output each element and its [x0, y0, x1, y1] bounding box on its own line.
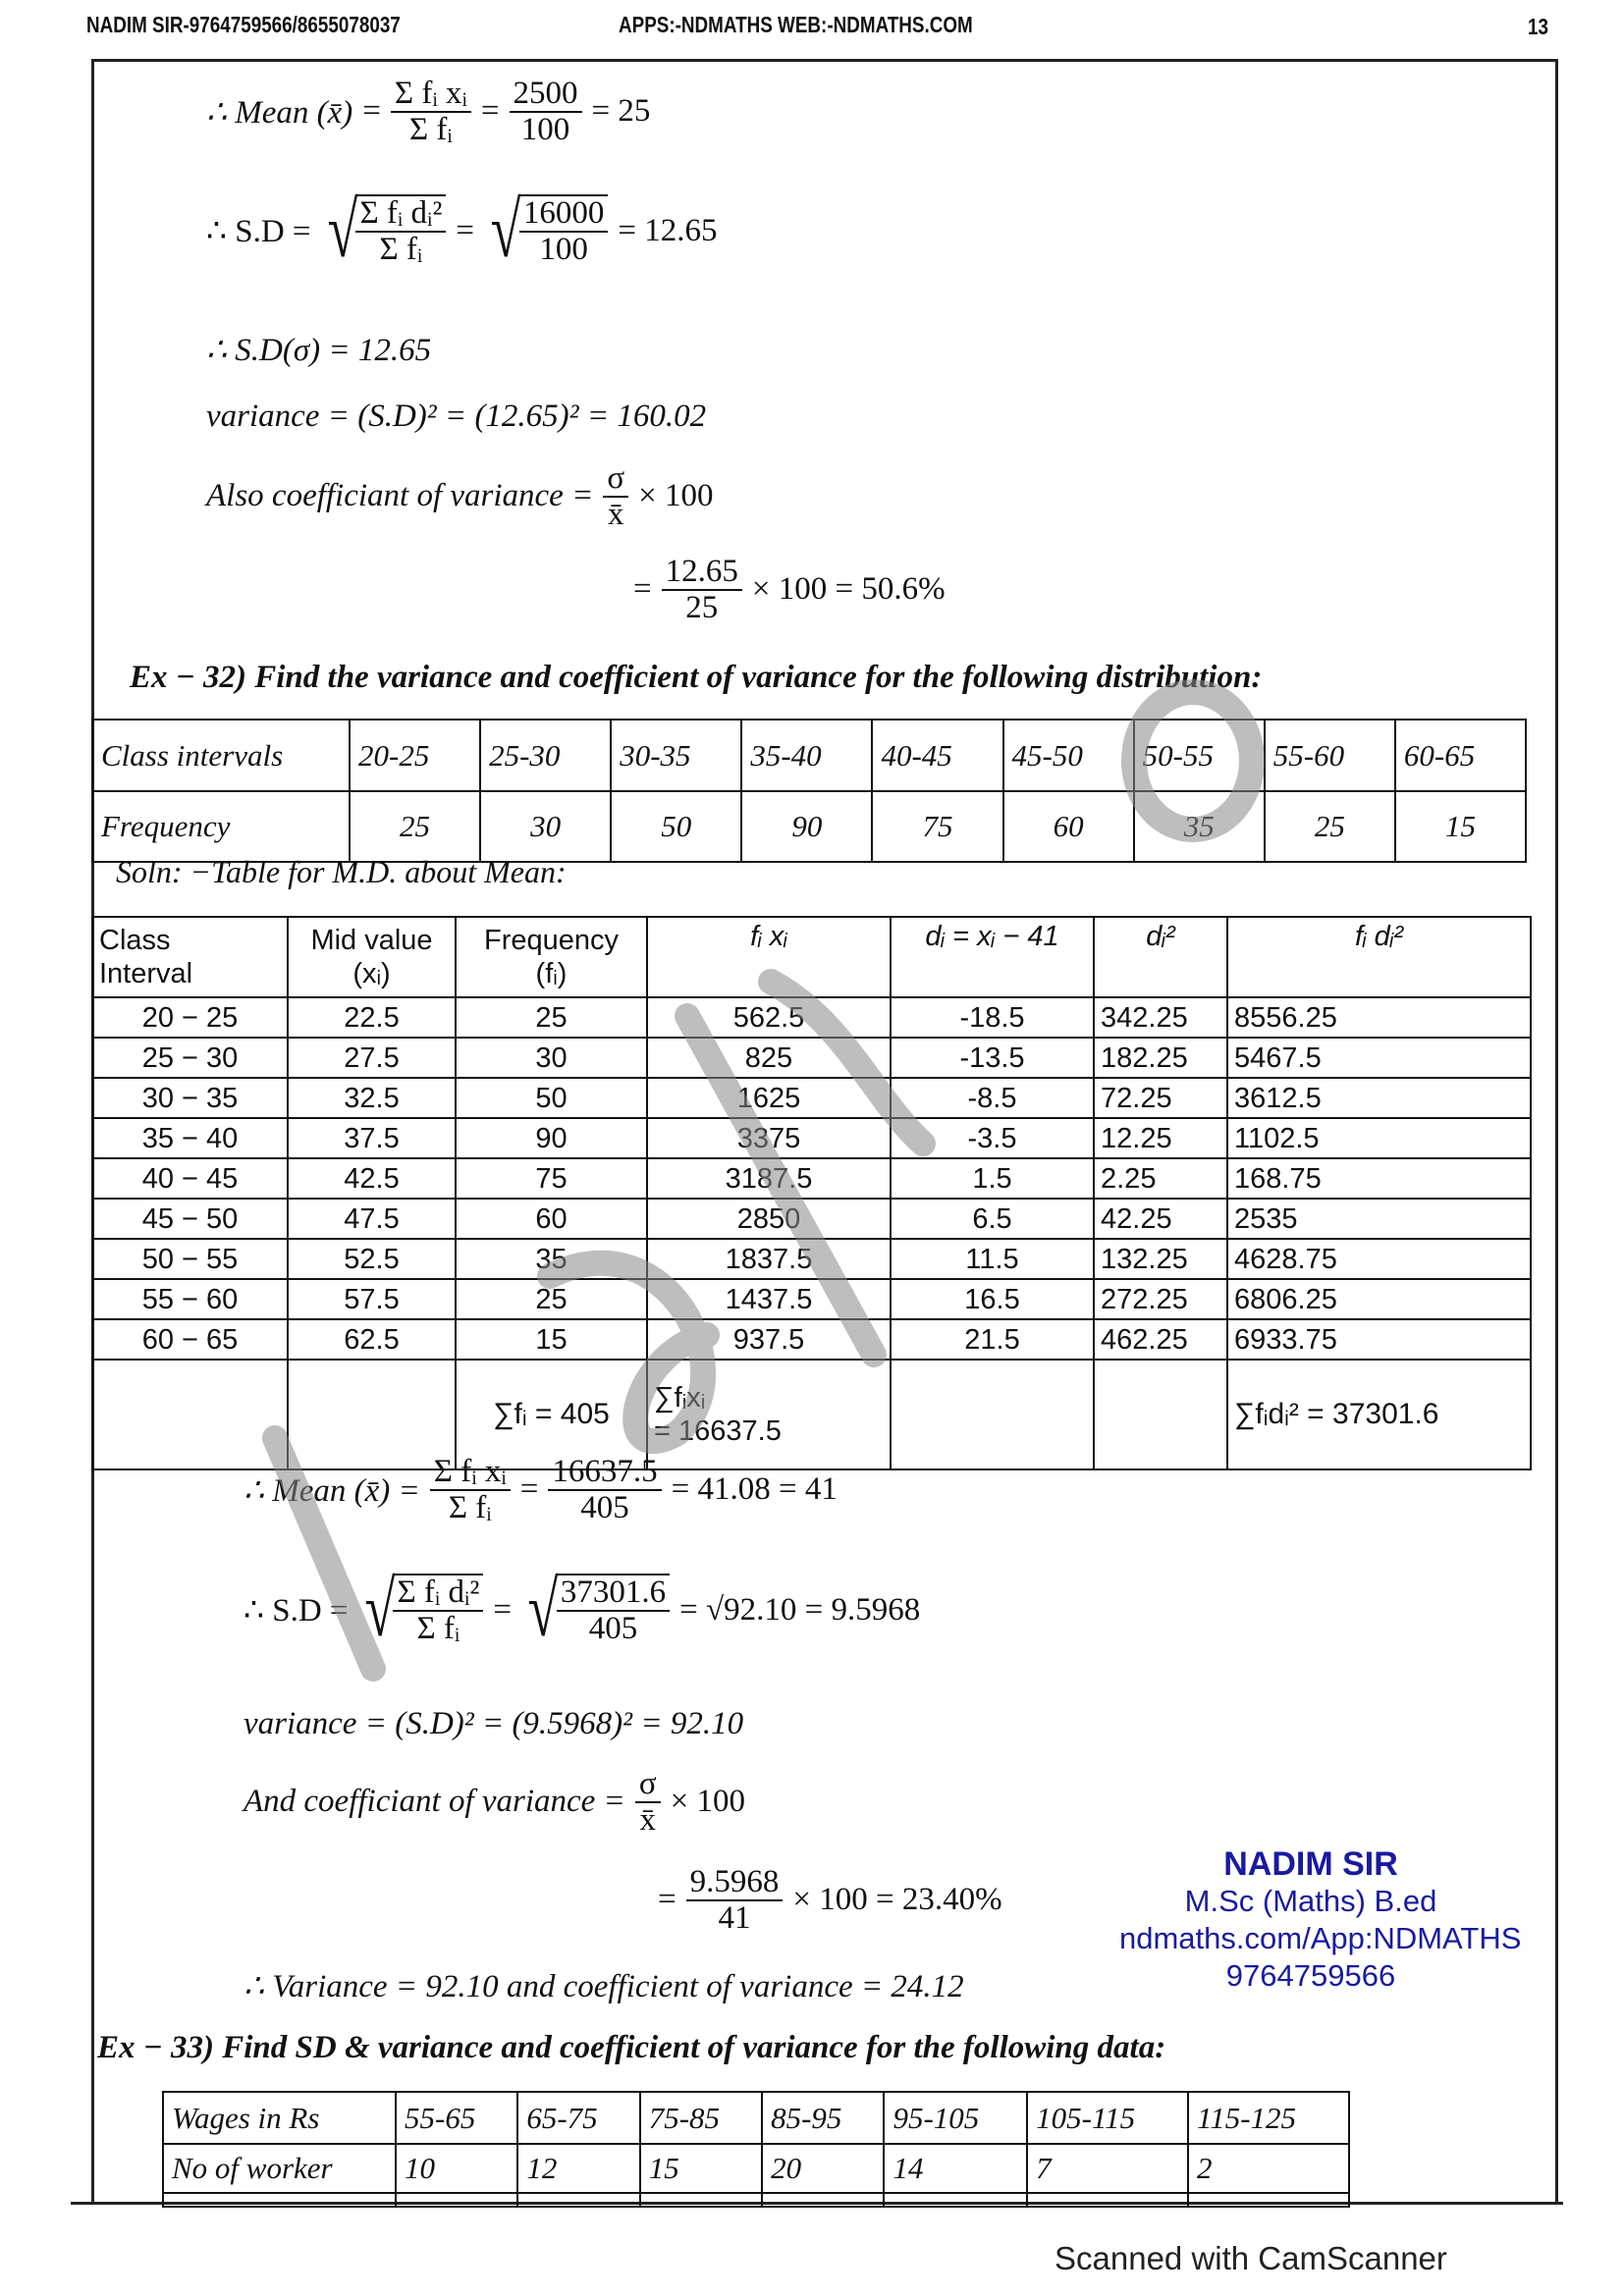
- table-cell: 15: [456, 1319, 647, 1360]
- ex32-sd: ∴ S.D = √ $\frac{\text{Σ fᵢ dᵢ²}}{\text{Σ fᵢ}}$ = √ $\frac{37301.6}{405}$ = √92.10 = 9.5968: [243, 1567, 921, 1653]
- table-cell: 40 − 45: [92, 1158, 288, 1199]
- table-cell: 72.25: [1094, 1078, 1227, 1118]
- table-cell: 2.25: [1094, 1158, 1227, 1199]
- prev-coeff: Also coefficiant of variance = $\frac{\sigma}{x̄}$ × 100: [206, 460, 714, 532]
- table-cell: 60 − 65: [92, 1319, 288, 1360]
- table-cell: 32.5: [288, 1078, 456, 1118]
- table-cell: 1102.5: [1227, 1118, 1531, 1158]
- table-row: [92, 1078, 1531, 1118]
- table-cell: 25 − 30: [92, 1038, 288, 1078]
- table-cell: 35 − 40: [92, 1118, 288, 1158]
- soln-label: Soln: −Table for M.D. about Mean:: [116, 854, 567, 889]
- table-cell: 1837.5: [647, 1239, 891, 1279]
- fraction: $\frac{\text{Σ fᵢ xᵢ}}{\text{Σ fᵢ}}$: [391, 77, 471, 146]
- lhs: ∴ Mean (x̄): [206, 94, 353, 131]
- table-cell: 30 − 35: [92, 1078, 288, 1118]
- table-cell: 52.5: [288, 1239, 456, 1279]
- ex33-table: [162, 2091, 1350, 2208]
- ex32-conclusion: ∴ Variance = 92.10 and coefficient of variance = 24.12: [243, 1969, 964, 2004]
- table-cell: 21.5: [891, 1319, 1094, 1360]
- ex33-title: Ex − 33) Find SD & variance and coefficient of variance for the following data:: [97, 2030, 1166, 2065]
- table-row: Frequency 25 30 50 90 75 60 35 25 15: [92, 791, 1526, 862]
- table-cell: 3187.5: [647, 1158, 891, 1199]
- table-sum-row: ∑fᵢ = 405 ∑fᵢxᵢ = 16637.5 ∑fᵢdᵢ² = 37301.6: [92, 1360, 1531, 1469]
- table-row: Class intervals 20-25 25-30 30-35 35-40 40-45 45-50 50-55 55-60 60-65: [92, 720, 1526, 791]
- table-cell: 25: [456, 997, 647, 1038]
- table-cell: 1625: [647, 1078, 891, 1118]
- table-cell: 75: [456, 1158, 647, 1199]
- table-cell: 47.5: [288, 1199, 456, 1239]
- ex32-mean: ∴ Mean (x̄) = $\frac{\text{Σ fᵢ xᵢ}}{\text{Σ fᵢ}}$ = $\frac{16637.5}{405}$ = 41.08 = 41: [243, 1454, 838, 1525]
- table-cell: 42.25: [1094, 1199, 1227, 1239]
- table-cell: 937.5: [647, 1319, 891, 1360]
- table-row: [92, 1118, 1531, 1158]
- table-row: No of worker 10 12 15 20 14 7 2: [163, 2144, 1349, 2193]
- table-cell: 1437.5: [647, 1279, 891, 1319]
- table-cell: 62.5: [288, 1319, 456, 1360]
- fraction: $\frac{2500}{100}$: [510, 77, 582, 146]
- table-cell: 272.25: [1094, 1279, 1227, 1319]
- table-cell: 22.5: [288, 997, 456, 1038]
- header-middle: APPS:-NDMATHS WEB:-NDMATHS.COM: [619, 12, 973, 37]
- table-cell: 25: [456, 1279, 647, 1319]
- table-cell: 50 − 55: [92, 1239, 288, 1279]
- prev-mean: ∴ Mean (x̄) = $\frac{\text{Σ fᵢ xᵢ}}{\text{Σ fᵢ}}$ = $\frac{2500}{100}$ = 25: [206, 76, 651, 147]
- md-mean-table: [91, 916, 1532, 1470]
- camscanner-footer: Scanned with CamScanner: [1055, 2240, 1447, 2276]
- table-cell: 27.5: [288, 1038, 456, 1078]
- table-cell: 2535: [1227, 1199, 1531, 1239]
- table-cell: 90: [456, 1118, 647, 1158]
- ex32-distribution-table: [91, 719, 1527, 863]
- table-cell: 45 − 50: [92, 1199, 288, 1239]
- table-header-row: Class Interval Mid value (xᵢ) Frequency (fᵢ) fᵢ xᵢ dᵢ = xᵢ − 41 dᵢ² fᵢ dᵢ²: [92, 917, 1531, 997]
- table-cell: 57.5: [288, 1279, 456, 1319]
- table-row: [92, 1199, 1531, 1239]
- table-row: [92, 1158, 1531, 1199]
- table-row: [92, 1239, 1531, 1279]
- table-cell: 8556.25: [1227, 997, 1531, 1038]
- table-row: [92, 1038, 1531, 1078]
- table-cell: 42.5: [288, 1158, 456, 1199]
- table-cell: 35: [456, 1239, 647, 1279]
- table-cell: 30: [456, 1038, 647, 1078]
- prev-sigma: ∴ S.D(σ) = 12.65: [206, 333, 432, 368]
- table-cell: 12.25: [1094, 1118, 1227, 1158]
- table-cell: 168.75: [1227, 1158, 1531, 1199]
- ex32-title: Ex − 32) Find the variance and coefficient of variance for the following distribution:: [130, 660, 1263, 695]
- table-cell: 55 − 60: [92, 1279, 288, 1319]
- table-cell: 6806.25: [1227, 1279, 1531, 1319]
- table-row: Wages in Rs 55-65 65-75 75-85 85-95 95-105 105-115 115-125: [163, 2092, 1349, 2144]
- table-cell: 6.5: [891, 1199, 1094, 1239]
- ex32-coeff-result: = $\frac{9.5968}{41}$ × 100 = 23.40%: [658, 1864, 1002, 1936]
- table-cell: 50: [456, 1078, 647, 1118]
- table-row: [92, 1319, 1531, 1360]
- table-cell: 1.5: [891, 1158, 1094, 1199]
- prev-variance: variance = (S.D)² = (12.65)² = 160.02: [206, 399, 707, 434]
- table-cell: -8.5: [891, 1078, 1094, 1118]
- table-cell: 20 − 25: [92, 997, 288, 1038]
- table-cell: 825: [647, 1038, 891, 1078]
- table-row: [92, 1279, 1531, 1319]
- table-cell: 60: [456, 1199, 647, 1239]
- table-cell: -3.5: [891, 1118, 1094, 1158]
- table-cell: 6933.75: [1227, 1319, 1531, 1360]
- header-left: NADIM SIR-9764759566/8655078037: [86, 12, 401, 37]
- table-cell: 11.5: [891, 1239, 1094, 1279]
- table-cell: 3612.5: [1227, 1078, 1531, 1118]
- table-row: [92, 997, 1531, 1038]
- table-cell: 2850: [647, 1199, 891, 1239]
- table-cell: -18.5: [891, 997, 1094, 1038]
- table-cell: 16.5: [891, 1279, 1094, 1319]
- table-cell: 182.25: [1094, 1038, 1227, 1078]
- table-cell: 132.25: [1094, 1239, 1227, 1279]
- table-cell: 4628.75: [1227, 1239, 1531, 1279]
- page-number: 13: [1528, 14, 1548, 39]
- table-cell: -13.5: [891, 1038, 1094, 1078]
- table-cell: 462.25: [1094, 1319, 1227, 1360]
- ex32-variance: variance = (S.D)² = (9.5968)² = 92.10: [243, 1706, 744, 1741]
- ex32-coeff: And coefficiant of variance = $\frac{\sigma}{x̄}$ × 100: [243, 1766, 746, 1838]
- table-cell: 3375: [647, 1118, 891, 1158]
- prev-sd: ∴ S.D = √ $\frac{\text{Σ fᵢ dᵢ²}}{\text{Σ fᵢ}}$ = √ $\frac{16000}{100}$ = 12.65: [206, 187, 718, 274]
- prev-coeff-result: = $\frac{12.65}{25}$ × 100 = 50.6%: [633, 554, 946, 625]
- table-cell: 342.25: [1094, 997, 1227, 1038]
- table-cell: 5467.5: [1227, 1038, 1531, 1078]
- table-cell: 37.5: [288, 1118, 456, 1158]
- table-cell: 562.5: [647, 997, 891, 1038]
- author-stamp: NADIM SIR M.Sc (Maths) B.ed ndmaths.com/App:NDMATHS 9764759566: [1119, 1845, 1522, 1993]
